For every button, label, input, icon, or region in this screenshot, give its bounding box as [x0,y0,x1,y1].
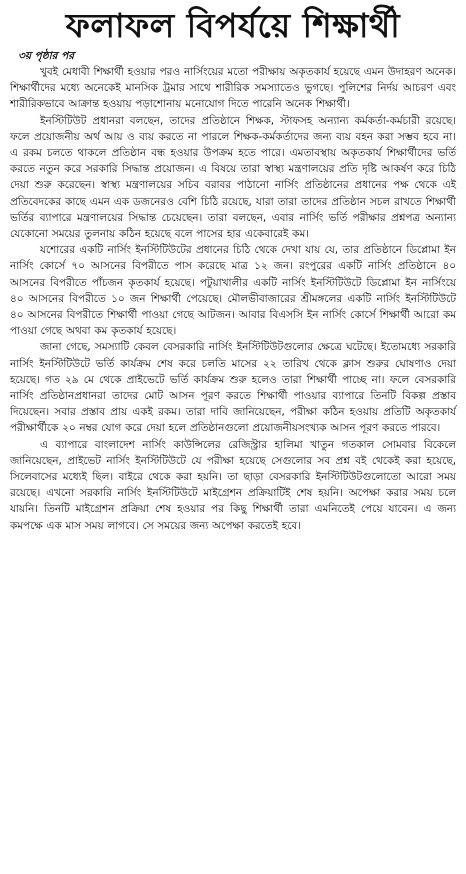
article-paragraph: যশোরের একটি নার্সিং ইনস্টিটিউটের প্রধানের চিঠি থেকে দেখা যায় যে, তার প্রতিষ্ঠানে ডিপ্লোমা ইন নার্সিং কোর্সে ৭০ আসনের বিপরীতে পাস করেছে মাত্র ১২ জন। রংপুরের একটি নার্সিং প্রতিষ্ঠানে ৪০ আসনের বিপরীতে পাঁচজন কৃতকার্য হয়েছে। পটুয়াখালীর একটি নার্সিং ইনস্টিটিউটে ডিপ্লোমা ইন নার্সিংয়ে ৪০ আসনের বিপরীতে ১০ জন শিক্ষার্থী পেয়েছে। মৌলভীবাজারের শ্রীমঙ্গলের একটি নার্সিং ইনস্টিটিউটে ৪০ আসনের বিপরীতে শিক্ষার্থী পাওয়া গেছে আটজন। আবার বিএসসি ইন নার্সিং কোর্সে শিক্ষার্থী আরো কম পাওয়া গেছে অথবা কম কৃতকার্য হয়েছে। [10,244,456,338]
article-paragraph: ইনস্টিটিউট প্রধানরা বলছেন, তাদের প্রতিষ্ঠানে শিক্ষক, স্টাফসহ অন্যান্য কর্মকর্তা-কর্মচারী রয়েছে। ফলে প্রয়োজনীয় অর্থ আয় ও ব্যয় করতে না পারলে শিক্ষক-কর্মকর্তাদের জন্য ব্যয় বহন করা সম্ভব হবে না। এ রকম চলতে থাকলে প্রতিষ্ঠান বন্ধ হওয়ার উপক্রম হতে পারে। এমতাবস্থায় অকৃতকার্য শিক্ষার্থীদের ভর্তি করতে নতুন করে সরকারি সিদ্ধান্ত প্রয়োজন। এ বিষয়ে তারা স্বাস্থ্য মন্ত্রণালয়ের প্রতি দৃষ্টি আকর্ষণ করে চিঠি দেয়া শুরু করেছেন। স্বাস্থ্য মন্ত্রণালয়ের সচিব বরাবর পাঠানো নার্সিং প্রতিষ্ঠানের প্রধানের পক্ষ থেকে এই প্রতিবেদকের কাছে এমন এক ডজনেরও বেশি চিঠি রয়েছে, যারা তারা তাদের প্রতিষ্ঠান সচল রাখতে শিক্ষার্থী ভর্তির ব্যাপারে মন্ত্রণালয়ের সিদ্ধান্ত চেয়েছেন। তারা বলছেন, এবার নার্সিং ভর্তি পরীক্ষার প্রশ্নপত্র অন্যান্য যেকোনো সময়ের তুলনায় কঠিন হয়েছে বলে পাসের হার একেবারেই কম। [10,114,456,241]
headline: ফলাফল বিপর্যয়ে শিক্ষার্থী [65,6,401,45]
article-paragraph: এ ব্যাপারে বাংলাদেশ নার্সিং কাউন্সিলের রেজিস্ট্রার হালিমা খাতুন গতকাল সোমবার বিকেলে জানিয়েছেন, প্রাইভেট নার্সিং ইনস্টিটিউটে যে পরীক্ষা হয়েছে সেগুলোর সব প্রশ্ন বই থেকেই করা হয়েছে, সিলেবাসের মধ্যেই ছিল। বাইরে থেকে করা হয়নি। তা ছাড়া বেসরকারি ইনস্টিটিউটগুলোতো আরো সময় রয়েছে। এখনো সরকারি নার্সিং ইনস্টিটিউটে মাইগ্রেশন প্রক্রিয়াটিই শেষ হয়নি। অপেক্ষা করার সময় চলে যায়নি। তিনটি মাইগ্রেশন প্রক্রিয়া শেষ হওয়ার পর কিছু শিক্ষার্থী তারা এমনিতেই পেয়ে যাবেন। এ জন্য কমপক্ষে এক মাস সময় লাগবে। সে সময়ের জন্য অপেক্ষা করতেই হবে। [10,438,456,532]
article-body [10,64,456,534]
article-paragraph: খুবই মেধাবী শিক্ষার্থী হওয়ার পরও নার্সিংয়ের মতো পরীক্ষায় অকৃতকার্য হয়েছে এমন উদাহরণ অনেক। শিক্ষার্থীদের মধ্যে অনেকেই মানসিক ট্রমার সাথে শারীরিক সমস্যাতেও ভুগছে। পুলিশের নির্দয় আচরণ এবং শারীরিকভাবে আক্রান্ত হওয়ায় পড়াশোনায় মনোযোগ দিতে পারেনি অনেক শিক্ষার্থী। [10,66,456,111]
continued-from-label: ৩য় পৃষ্ঠার পর [18,50,75,62]
article-paragraph: জানা গেছে, সমস্যাটি কেবল বেসরকারি নার্সিং ইনস্টিটিউটগুলোর ক্ষেত্রে ঘটেছে। ইতোমধ্যে সরকারি নার্সিং ইনস্টিটিউটে ভর্তি কার্যক্রম শেষ করে চলতি মাসের ২২ তারিখ থেকে ক্লাস শুরুর ঘোষণাও দেয়া হয়েছে। গত ২৯ মে থেকে প্রাইভেটে ভর্তি কার্যক্রম শুরু হলেও তারা শিক্ষার্থী পাচ্ছে না। ফলে বেসরকারি নার্সিং প্রতিষ্ঠানপ্রধানরা তাদের মোট আসন পূরণ করতে শিক্ষার্থী পাওয়ার ব্যাপারে তিনটি বিকল্প প্রস্তাব দিয়েছেন। সবার প্রস্তাব প্রায় একই রকম। তারা দাবি জানিয়েছেন, পরীক্ষা কঠিন হওয়ায় প্রতিটি অকৃতকার্য পরীক্ষার্থীকে ২০ নম্বর যোগ করে দেয়া হলে প্রতিষ্ঠানগুলো প্রয়োজনীয়সংখ্যক আসন পূরণ করতে পারবে। [10,341,456,435]
